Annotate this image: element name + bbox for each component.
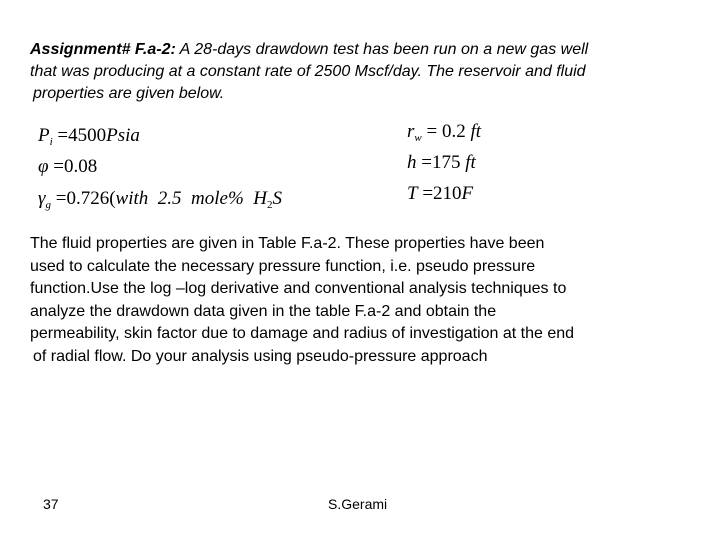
equation-porosity	[38, 155, 97, 179]
assignment-intro	[30, 39, 690, 105]
eq-equals: =	[421, 152, 432, 173]
intro-line-2: that was producing at a constant rate of 2500 Mscf/day. The reservoir and fluid	[30, 63, 586, 80]
eq-value: 4500	[68, 125, 107, 146]
eq-unit: ft	[465, 152, 476, 173]
equation-gas-gravity	[38, 187, 282, 211]
eq-value: 0.726(	[66, 188, 116, 209]
eq-symbol: γ	[38, 188, 46, 209]
eq-unit-tail: S	[272, 188, 283, 209]
eq-unit: ft	[470, 121, 482, 142]
body-line-1: The fluid properties are given in Table F.a-2. These properties have been	[30, 235, 545, 252]
eq-value: 175	[431, 152, 461, 173]
eq-unit-subscript: 2	[267, 199, 273, 211]
eq-symbol: h	[407, 152, 417, 173]
eq-subscript: g	[45, 199, 51, 211]
footer-author: S.Gerami	[328, 496, 388, 512]
equation-wellbore-radius	[407, 120, 481, 144]
eq-unit: Psia	[106, 125, 140, 146]
eq-equals: =	[57, 125, 69, 146]
equation-initial-pressure	[38, 124, 140, 148]
body-line-4: analyze the drawdown data given in the table F.a-2 and obtain the	[30, 302, 497, 320]
eq-value: 210	[433, 183, 462, 204]
eq-symbol: r	[407, 121, 415, 142]
assignment-heading: Assignment# F.a-2:	[30, 41, 176, 58]
eq-symbol: T	[407, 183, 418, 204]
body-line-6: of radial flow. Do your analysis using pseudo-pressure approach	[33, 347, 488, 365]
body-line-5: permeability, skin factor due to damage and radius of investigation at the end	[30, 325, 575, 343]
eq-symbol: P	[38, 125, 50, 146]
eq-subscript: i	[49, 136, 53, 148]
eq-equals: =	[55, 188, 67, 209]
eq-equals: =	[53, 156, 64, 177]
eq-subscript: w	[414, 132, 422, 144]
eq-value: 0.08	[63, 156, 98, 177]
body-line-3: function.Use the log –log derivative and conventional analysis techniques to	[30, 280, 567, 298]
task-description	[30, 233, 690, 369]
eq-unit: F	[461, 183, 474, 204]
eq-symbol: φ	[38, 156, 49, 177]
equation-temperature	[407, 182, 473, 206]
equation-thickness	[407, 151, 476, 175]
intro-line-3: properties are given below.	[33, 85, 225, 102]
eq-equals: =	[426, 121, 438, 142]
eq-equals: =	[422, 183, 434, 204]
intro-line-1	[30, 39, 690, 61]
body-line-2: used to calculate the necessary pressure function, i.e. pseudo pressure	[30, 257, 536, 275]
intro-text-1: A 28-days drawdown test has been run on a new gas well	[179, 41, 589, 58]
eq-value: 0.2	[441, 121, 466, 142]
eq-unit: with 2.5 mole% H	[115, 188, 268, 209]
slide-number: 37	[43, 496, 59, 512]
